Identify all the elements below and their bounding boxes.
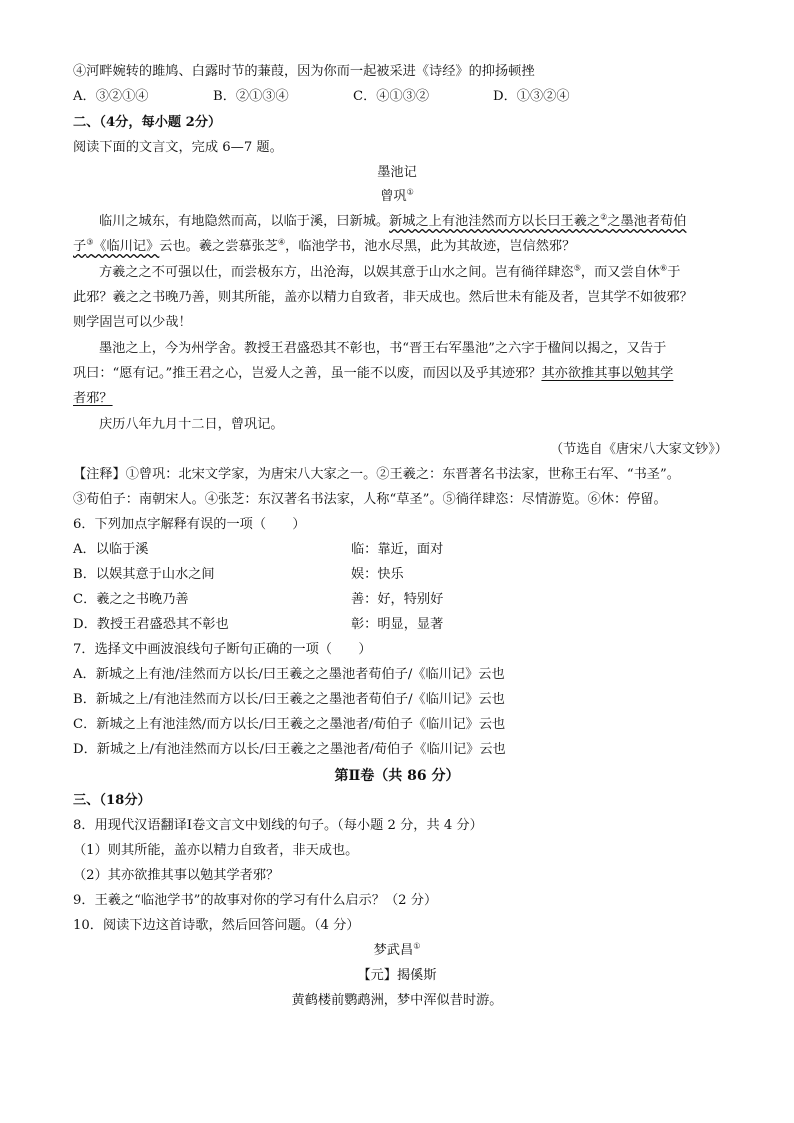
- q8-stem: 8．用现代汉语翻译Ⅰ卷文言文中划线的句子。（每小题 2 分，共 4 分）: [73, 818, 483, 833]
- p1-text-f: 云也。羲之尝慕张芝: [159, 239, 278, 254]
- q8-part-2: （2）其亦欲推其事以勉其学者邪？: [73, 868, 280, 883]
- q6-option-c[interactable]: C．羲之之书晚乃善: [73, 592, 189, 607]
- passage-p1-line2: [73, 238, 575, 256]
- q6-stem: 6．下列加点字解释有误的一项（ ）: [73, 517, 306, 532]
- volume-2-heading: 第Ⅱ卷（共 86 分）: [334, 768, 460, 784]
- passage-p1-line1: [99, 213, 686, 231]
- poem-title: 梦武昌①: [373, 941, 421, 958]
- q6-option-b-gloss: 娱：快乐: [351, 567, 404, 582]
- notes-line2: ③荀伯子：南朝宋人。④张芝：东汉著名书法家，人称“草圣”。⑤徜徉肆恣：尽情游览。⑥休：停留。: [73, 492, 667, 507]
- q7-stem: 7．选择文中画波浪线句子断句正确的一项（ ）: [73, 642, 372, 657]
- poem-author: 【元】揭傒斯: [357, 968, 437, 983]
- q9-stem: 9．王羲之“临池学书”的故事对你的学习有什么启示？（2 分）: [73, 893, 438, 908]
- q6-option-b[interactable]: B．以娱其意于山水之间: [73, 567, 215, 582]
- section-3-heading: 三、（18分）: [73, 793, 151, 808]
- q7-option-a[interactable]: A．新城之上有池/洼然而方以长/曰王羲之之墨池者荀伯子/《临川记》云也: [73, 667, 505, 682]
- q10-stem: 10．阅读下边这首诗歌，然后回答问题。（4 分）: [73, 918, 360, 933]
- p1-wavy-a: 新城之上有池洼然而方以长曰王羲之②之墨池者荀伯: [389, 212, 687, 229]
- q5-item-4: ④河畔婉转的雎鸠、白露时节的蒹葭，因为你而一起被采进《诗经》的抑扬顿挫: [73, 64, 535, 79]
- q6-option-a[interactable]: A．以临于溪: [73, 542, 149, 557]
- p1-wavy-b: 子③《临川记》: [73, 237, 160, 254]
- q5-choice-c[interactable]: C．④①③②: [353, 89, 430, 104]
- q7-option-d[interactable]: D．新城之上/有池洼然而方以长/曰王羲之之墨池者/荀伯子《临川记》云也: [73, 742, 506, 757]
- q5-choice-d[interactable]: D．①③②④: [493, 89, 570, 104]
- passage-author: [0, 188, 794, 206]
- p1-note-4: ④: [277, 237, 286, 247]
- p3-underlined-b: 者邪？: [73, 391, 113, 406]
- passage-p3-line2: 巩曰：“愿有记。”推王君之心，岂爱人之善，虽一能不以废，而因以及乎其迹邪？其亦欲推其事以勉其学: [73, 366, 674, 381]
- q6-option-d[interactable]: D．教授王君盛恐其不彰也: [73, 617, 229, 632]
- passage-p2-line3: 则学固岂可以少哉！: [73, 315, 192, 330]
- p3-underlined-a: 其亦欲推其事以勉其学: [541, 366, 674, 381]
- q7-option-c[interactable]: C．新城之上有池洼然/而方以长/曰王羲之之墨池者/荀伯子《临川记》云也: [73, 717, 506, 732]
- passage-p2-line2: 此邪？羲之之书晚乃善，则其所能，盖亦以精力自致者，非天成也。然后世未有能及者，岂其学不如彼邪？: [73, 290, 693, 305]
- q8-part-1: （1）则其所能，盖亦以精力自致者，非天成也。: [73, 843, 359, 858]
- author-note-mark: ①: [406, 187, 414, 197]
- q5-choice-a[interactable]: A．③②①④: [73, 89, 149, 104]
- q7-option-b[interactable]: B．新城之上/有池洼然而方以长/曰王羲之之墨池者荀伯子/《临川记》云也: [73, 692, 505, 707]
- author-name: 曾巩: [380, 189, 407, 204]
- poem-line-1: 黄鹤楼前鹦鹉洲，梦中浑似昔时游。: [291, 993, 503, 1008]
- q5-choice-b[interactable]: B．②①③④: [213, 89, 289, 104]
- passage-title: 墨池记: [377, 165, 417, 180]
- passage-p4: 庆历八年九月十二日，曾巩记。: [99, 417, 284, 432]
- section-2-heading: 二、（4分，每小题 2分）: [73, 115, 222, 130]
- section-2-instruction: 阅读下面的文言文，完成 6—7 题。: [73, 140, 283, 155]
- p1-text-a: 临川之城东，有地隐然而高，以临于溪，曰新城。: [99, 214, 390, 229]
- p1-text-g: ，临池学书，池水尽黑，此为其故迹，岂信然邪？: [285, 239, 576, 254]
- passage-p2-line1: 方羲之之不可强以仕，而尝极东方，出沧海，以娱其意于山水之间。岂有徜徉肆恣⑤，而又尝自休⑥于: [99, 263, 681, 280]
- notes-line1: 【注释】①曾巩：北宋文学家，为唐宋八大家之一。②王羲之：东晋著名书法家，世称王右军、“书圣”。: [73, 467, 680, 482]
- q6-option-a-gloss: 临：靠近，面对: [351, 542, 444, 557]
- passage-p3-line3: [73, 390, 113, 408]
- passage-source: （节选自《唐宋八大家文钞》）: [549, 442, 728, 457]
- q6-option-c-gloss: 善：好，特别好: [351, 592, 444, 607]
- q6-option-d-gloss: 彰：明显，显著: [351, 617, 444, 632]
- passage-p3-line1: 墨池之上，今为州学舍。教授王君盛恐其不彰也，书“晋王右军墨池”之六字于楹间以揭之，又告于: [99, 341, 667, 356]
